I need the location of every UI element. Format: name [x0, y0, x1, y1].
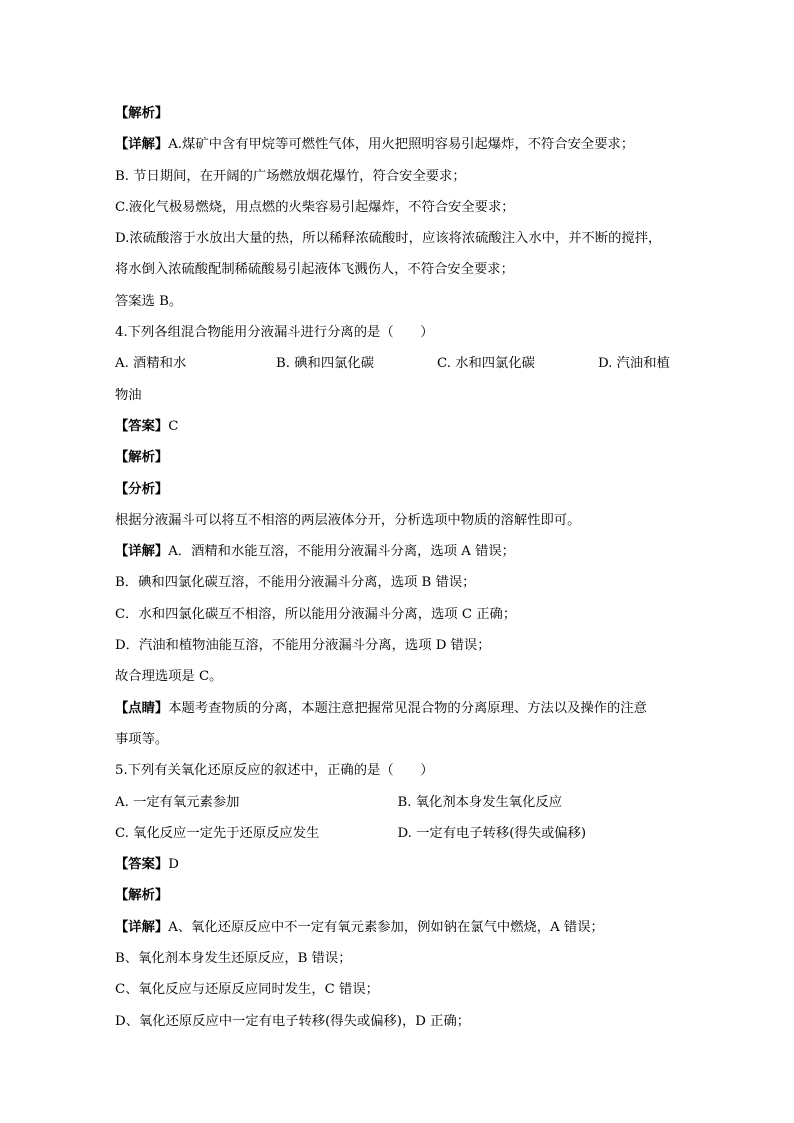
detail-tag: 【详解】: [115, 544, 169, 560]
section-heading-analysis: 【解析】: [115, 106, 169, 121]
answer-tag: 【答案】: [115, 418, 169, 434]
question-4-answer: [115, 411, 680, 442]
question-4-stem: 4.下列各组混合物能用分液漏斗进行分离的是（ ）: [115, 325, 434, 341]
question-4-options: [115, 348, 680, 379]
dianjing-tag: 【点睛】: [115, 700, 169, 716]
detail-line: [115, 912, 680, 943]
question-5-stem: 5.下列有关氧化还原反应的叙述中，正确的是（ ）: [115, 763, 434, 779]
analysis-tag: 【解析】: [115, 450, 169, 466]
option-d-continued: 物油: [115, 387, 142, 403]
detail-tag: 【详解】: [115, 919, 169, 935]
detail-line: C．水和四氯化碳互不相溶，所以能用分液漏斗分离，选项 C 正确；: [115, 606, 517, 622]
detail-line: [115, 536, 680, 567]
answer-value: D: [168, 857, 179, 873]
question-5-options-row-1: [115, 787, 680, 818]
answer-tag: 【答案】: [115, 857, 169, 873]
option-a: A. 一定有氧元素参加: [115, 794, 240, 810]
analysis-tag: 【解析】: [115, 888, 169, 904]
option-c: C. 水和四氯化碳: [437, 356, 535, 372]
question-5-options-row-2: [115, 818, 680, 849]
text-line: C.液化气极易燃烧，用点燃的火柴容易引起爆炸，不符合安全要求；: [115, 199, 515, 215]
detail-line: C、氧化反应与还原反应同时发生，C 错误；: [115, 982, 379, 998]
text-line: B. 节日期间，在开阔的广场燃放烟花爆竹，符合安全要求；: [115, 168, 466, 184]
text-line: 将水倒入浓硫酸配制稀硫酸易引起液体飞溅伤人，不符合安全要求；: [115, 262, 514, 278]
option-d: D. 一定有电子转移(得失或偏移): [397, 825, 587, 841]
text-line: 答案选 B。: [115, 293, 183, 309]
option-b: B. 碘和四氯化碳: [276, 356, 375, 372]
dianjing-continued: 事项等。: [115, 731, 169, 747]
option-a: A. 酒精和水: [115, 356, 187, 372]
detail-tag: 【详解】: [115, 137, 169, 153]
option-c: C. 氧化反应一定先于还原反应发生: [115, 825, 320, 841]
dianjing-line: [115, 693, 680, 724]
option-b: B. 氧化剂本身发生氧化反应: [397, 794, 562, 810]
detail-text: A．酒精和水能互溶，不能用分液漏斗分离，选项 A 错误；: [168, 544, 515, 560]
question-5-answer: [115, 849, 680, 880]
detail-line: B、氧化剂本身发生还原反应，B 错误；: [115, 951, 352, 967]
detail-line: B．碘和四氯化碳互溶，不能用分液漏斗分离，选项 B 错误；: [115, 575, 476, 591]
document-page: [115, 98, 680, 1037]
detail-line: D．汽油和植物油能互溶，不能用分液漏斗分离，选项 D 错误；: [115, 638, 491, 654]
text-line: D.浓硫酸溶于水放出大量的热，所以稀释浓硫酸时，应该将浓硫酸注入水中，并不断的搅拌，: [115, 231, 662, 247]
detail-line: D、氧化还原反应中一定有电子转移(得失或偏移)，D 正确；: [115, 1013, 471, 1029]
fenxi-text: 根据分液漏斗可以将互不相溶的两层液体分开，分析选项中物质的溶解性即可。: [115, 512, 581, 528]
detail-text: A.煤矿中含有甲烷等可燃性气体，用火把照明容易引起爆炸，不符合安全要求；: [168, 137, 635, 153]
conclusion: 故合理选项是 C。: [115, 669, 223, 685]
dianjing-text: 本题考查物质的分离，本题注意把握常见混合物的分离原理、方法以及操作的注意: [168, 700, 647, 716]
answer-value: C: [168, 418, 179, 434]
fenxi-tag: 【分析】: [115, 481, 169, 497]
detail-text: A、氧化还原反应中不一定有氧元素参加，例如钠在氯气中燃烧，A 错误；: [168, 919, 604, 935]
detail-line: [115, 129, 680, 160]
option-d: D. 汽油和植: [598, 356, 670, 372]
